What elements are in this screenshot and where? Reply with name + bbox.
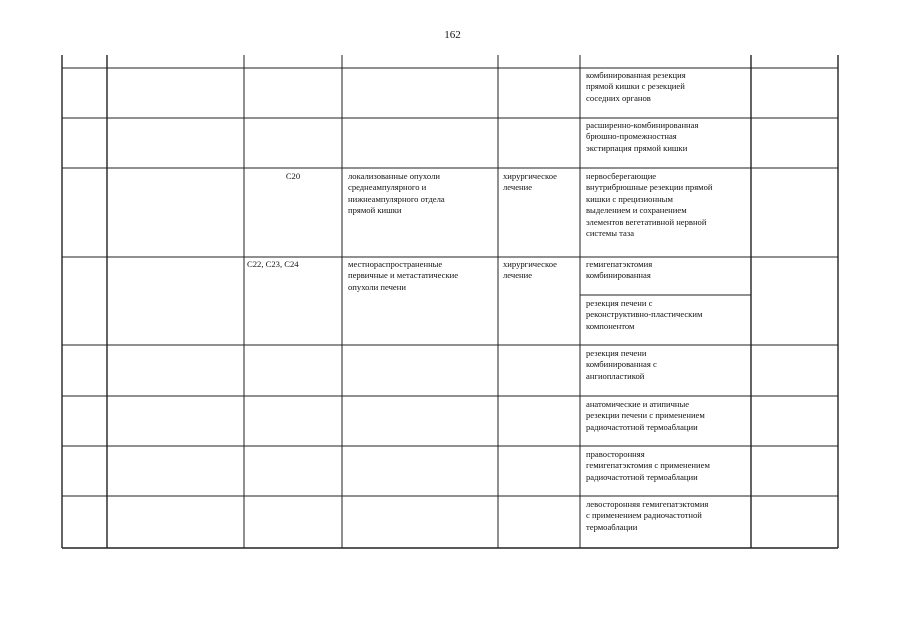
method-cell: левосторонняя гемигепатэктомия с применением радиочастотной термоаблации bbox=[586, 499, 709, 532]
diagnosis-cell: местнораспространенные первичные и метастатические опухоли печени bbox=[348, 259, 459, 292]
treatment-type-cell: хирургическое лечение bbox=[503, 259, 557, 281]
diagnosis-code-cell: С20 bbox=[285, 171, 301, 181]
method-cell: резекция печени комбинированная с ангиопластикой bbox=[586, 348, 657, 381]
treatment-type-cell: хирургическое лечение bbox=[503, 171, 557, 193]
method-cell: резекция печени с реконструктивно-пластическим компонентом bbox=[586, 298, 703, 331]
method-cell: нервосберегающие внутрибрюшные резекции прямой кишки с прецизионным выделением и сохранением элементов вегетативной нервной системы таза bbox=[586, 171, 713, 239]
diagnosis-code-cell: С22, С23, С24 bbox=[247, 259, 299, 269]
method-cell: правосторонняя гемигепатэктомия с применением радиочастотной термоаблации bbox=[586, 449, 710, 482]
method-cell: гемигепатэктомия комбинированная bbox=[586, 259, 653, 281]
method-cell: расширенно-комбинированная брюшно-промежностная экстирпация прямой кишки bbox=[586, 120, 699, 153]
page-number: 162 bbox=[444, 29, 461, 41]
diagnosis-cell: локализованные опухоли среднеампулярного и нижнеампулярного отдела прямой кишки bbox=[348, 171, 445, 216]
method-cell: комбинированная резекция прямой кишки с резекцией соседних органов bbox=[586, 70, 686, 103]
method-cell: анатомические и атипичные резекции печени с применением радиочастотной термоаблации bbox=[586, 399, 705, 432]
